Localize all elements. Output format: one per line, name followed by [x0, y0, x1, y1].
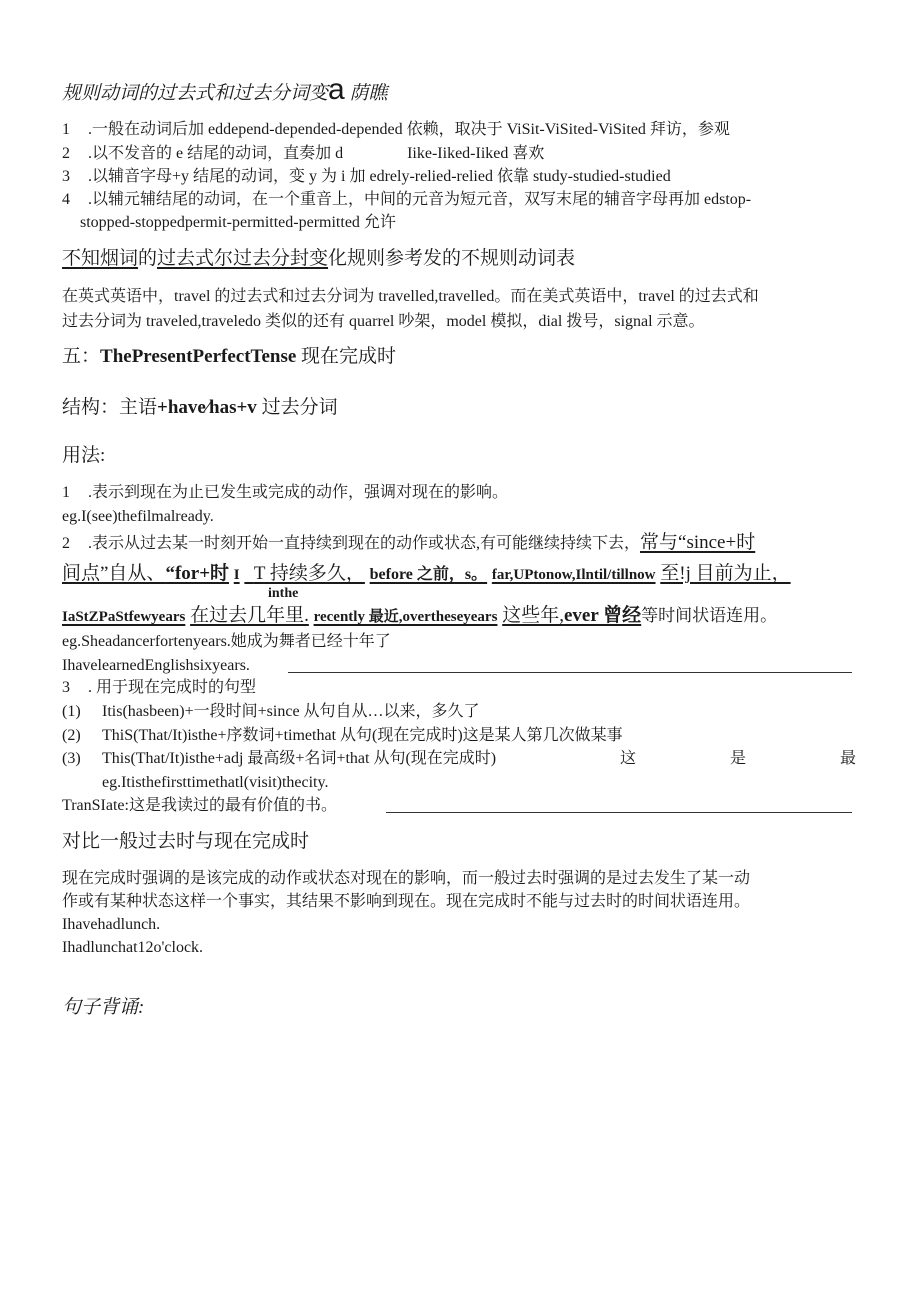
title-letter: a: [328, 73, 345, 106]
compare-example-1: Ihavehadlunch.: [62, 916, 161, 933]
usage-2-example-1: eg.Sheadancerfortenyears.她成为舞者已经十年了: [62, 633, 391, 650]
usage-heading: 用法:: [62, 445, 106, 466]
usage-2-inthe: inthe: [268, 586, 299, 601]
pattern-2: (2) ThiS(That/It)isthe+序数词+timethat 从句(现在完成时)这是某人第几次做某事: [62, 727, 623, 744]
usage-2-line-b: IaStZPaStfewyears 在过去几年里. recently 最近,overtheseyears 这些年,ever 曾经等时间状语连用。: [62, 605, 778, 626]
pattern-3-word-1: 这: [620, 750, 637, 767]
page-title: [62, 73, 388, 106]
compare-line-1: 现在完成时强调的是该完成的动作或状态对现在的影响，而一般过去时强调的是过去发生了某一动: [62, 870, 751, 887]
usage-2: 2 .表示从过去某一时刻开始一直持续到现在的动作或状态,有可能继续持续下去，常与“since+时: [62, 532, 756, 553]
title-text: 规则动词的过去式和过去分词变: [62, 83, 329, 104]
pattern-3: (3) This(That/It)isthe+adj 最高级+名词+that 从句(现在完成时): [62, 750, 497, 767]
compare-line-2: 作或有某种状态这样一个事实，其结果不影响到现在。现在完成时不能与过去时的时间状语连用。: [62, 893, 751, 910]
title-tail: 荫瞧: [349, 83, 388, 104]
usage-1: 1 .表示到现在为止已发生或完成的动作，强调对现在的影响。: [62, 484, 509, 501]
pattern-1: (1) Itis(hasbeen)+一段时间+since 从句自从…以来，多久了: [62, 703, 480, 720]
pattern-3-word-3: 最: [840, 750, 857, 767]
rule-1: 1 .一般在动词后加 eddepend-depended-depended 依赖，取决于 ViSit-ViSited-ViSited 拜访，参观: [62, 121, 730, 138]
compare-heading: 对比一般过去时与现在完成时: [62, 831, 310, 852]
answer-blank-2[interactable]: [386, 812, 852, 813]
usage-2-example-2: IhavelearnedEnglishsixyears.: [62, 657, 250, 674]
usage-3: 3 . 用于现在完成时的句型: [62, 679, 257, 696]
rule-3: 3 .以辅音字母+y 结尾的动词，变 y 为 i 加 edrely-relied-relied 依靠 study-studied-studied: [62, 168, 671, 185]
section-heading: 五：ThePresentPerfectTense 现在完成时: [62, 346, 397, 367]
rule-4-cont: stopped-stoppedpermit-permitted-permitted 允许: [80, 214, 396, 231]
rule-4: 4 .以辅元辅结尾的动词，在一个重音上，中间的元音为短元音，双写末尾的辅音字母再加 edstop-: [62, 191, 752, 208]
structure-line: 结构：主语+have∕has+v 过去分词: [62, 397, 338, 418]
travel-note-line-1: 在英式英语中，travel 的过去式和过去分词为 travelled,travelled。而在美式英语中，travel 的过去式和: [62, 288, 759, 305]
pattern-3-word-2: 是: [730, 750, 747, 767]
translate-line: TranSIate:这是我读过的最有价值的书。: [62, 797, 337, 814]
rule-2: 2 .以不发音的 e 结尾的动词，直奏加 d Iike-Iiked-Iiked 喜欢: [62, 145, 545, 162]
answer-blank-1[interactable]: [288, 672, 852, 673]
usage-2-line-a: 间点”自从、“for+时 I T 持续多久， before 之前，s。 far,UPtonow,Ilntil/tillnow 至!j 目前为止，: [62, 563, 791, 584]
usage-1-example: eg.I(see)thefilmalready.: [62, 508, 214, 525]
recite-heading: 句子背诵:: [62, 997, 145, 1018]
travel-note-line-2: 过去分词为 traveled,traveledo 类似的还有 quarrel 吵架，model 模拟，dial 拨号，signal 示意。: [62, 313, 705, 330]
compare-example-2: Ihadlunchat12o'clock.: [62, 939, 204, 956]
irregular-heading: 不知烟词的过去式尔过去分封变化规则参考发的不规则动词表: [62, 248, 576, 269]
pattern-3-example: eg.Itisthefirsttimethatl(visit)thecity.: [102, 774, 329, 791]
